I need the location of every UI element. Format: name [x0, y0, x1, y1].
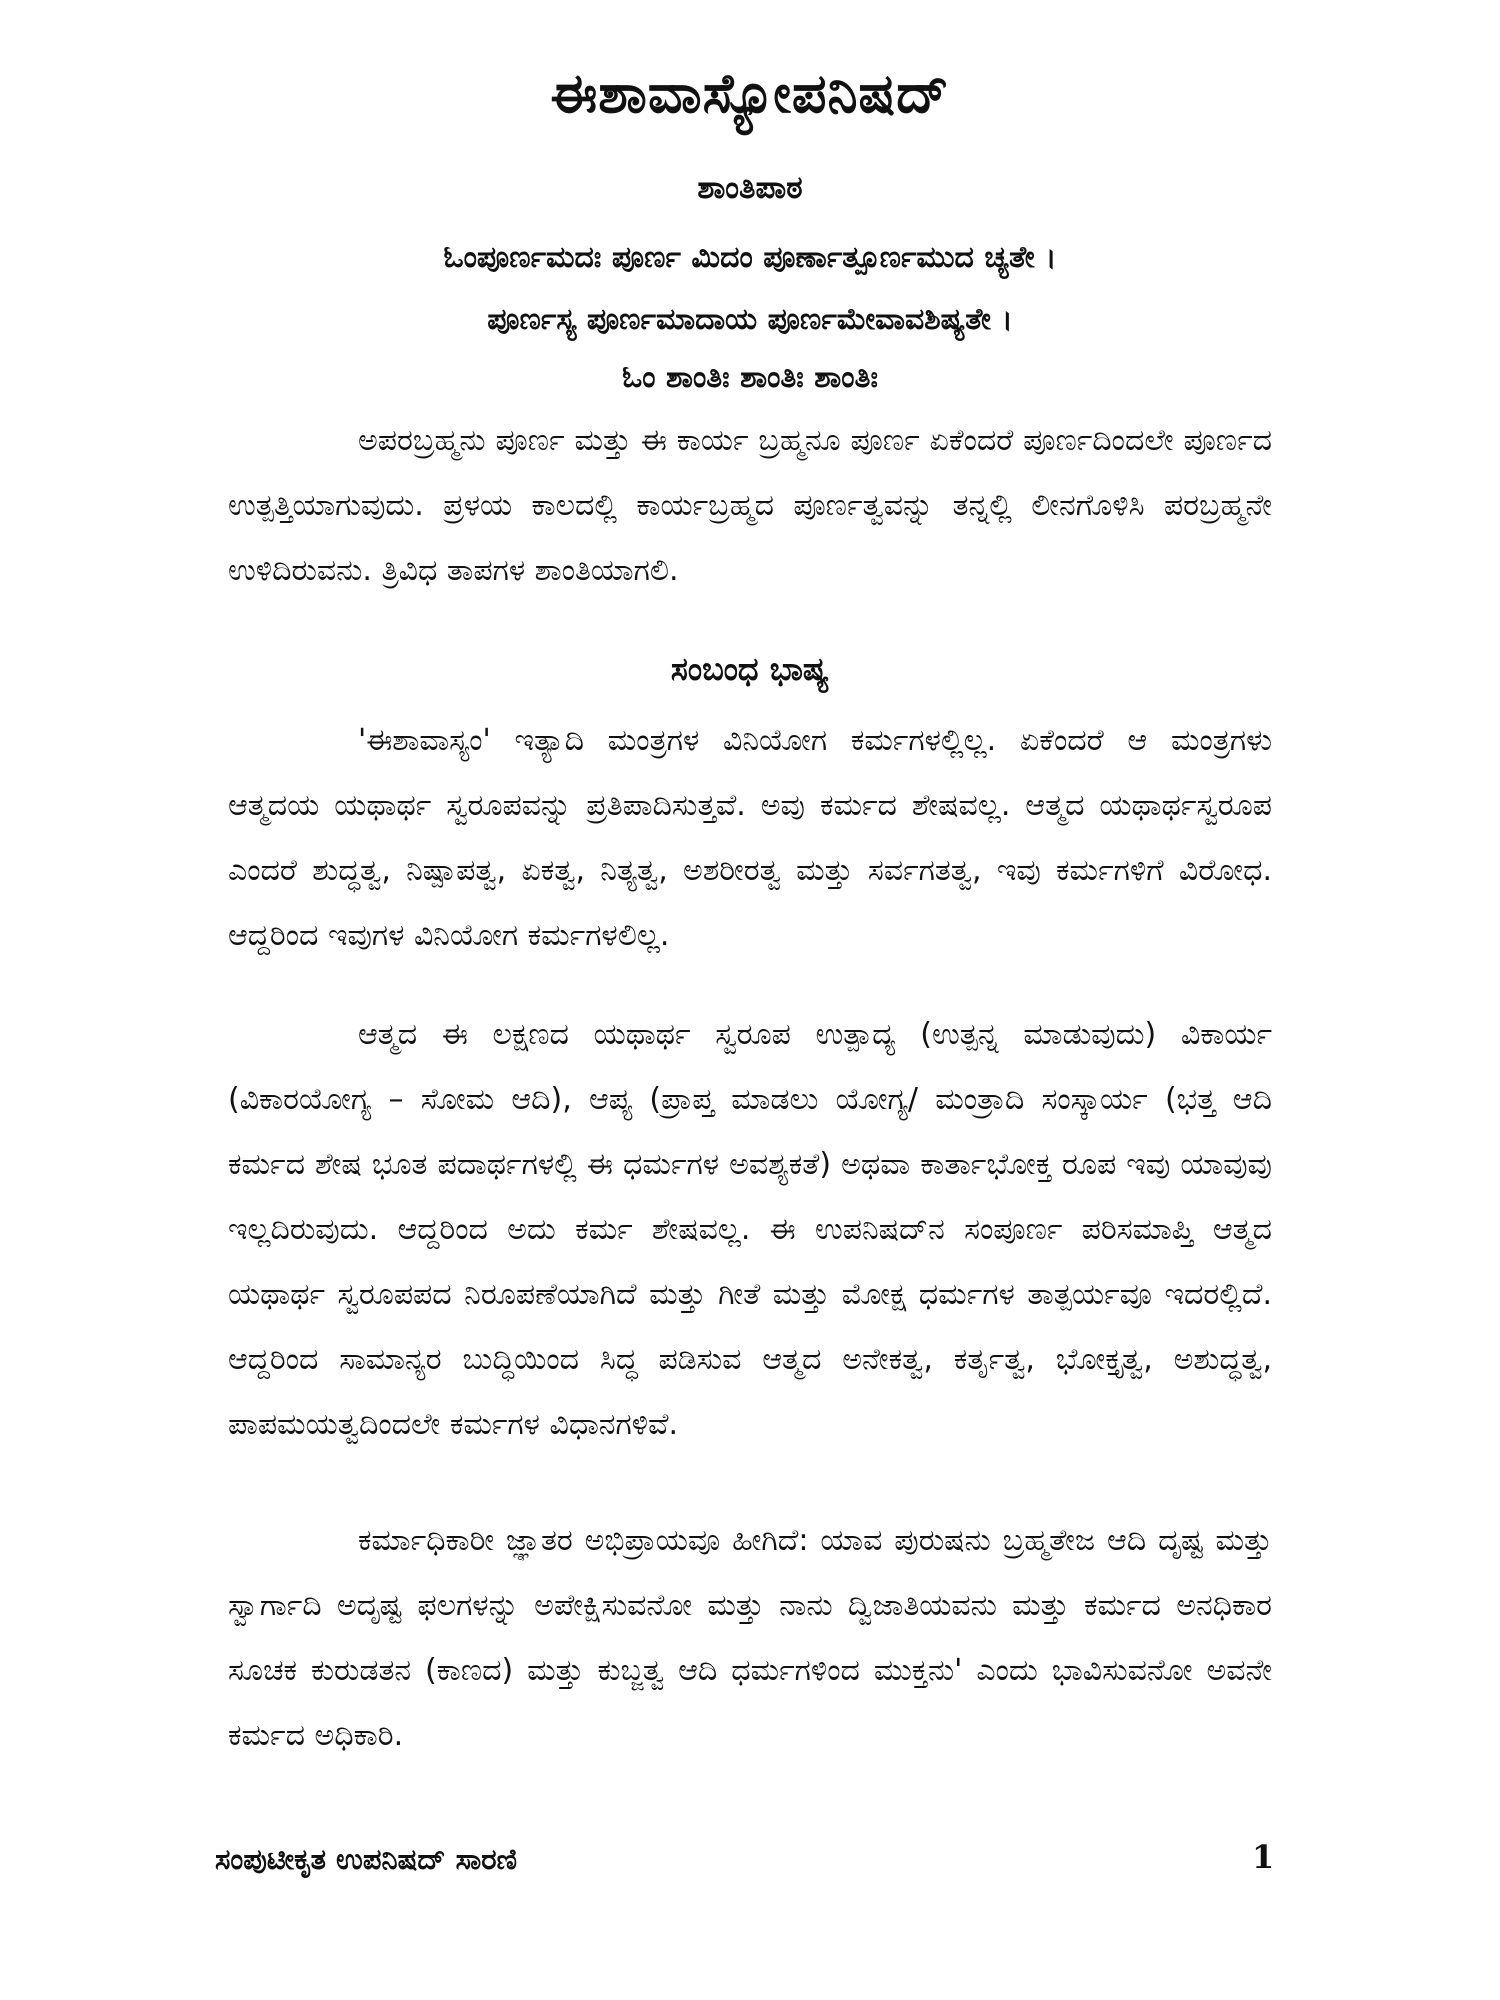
verse-line-3: ಓಂ ಶಾಂತಿಃ ಶಾಂತಿಃ ಶಾಂತಿಃ [622, 360, 878, 395]
document-title: ಈಶಾವಾಸ್ಯೋಪನಿಷದ್ [550, 62, 950, 125]
paragraph-3: ಆತ್ಮದ ಈ ಲಕ್ಷಣದ ಯಥಾರ್ಥ ಸ್ವರೂಪ ಉತ್ಪಾದ್ಯ (ಉತ್ಪನ್ನ ಮಾಡುವುದು) ವಿಕಾರ್ಯ (ವಿಕಾರಯೋಗ್ಯ – ಸೋಮ ಆದಿ), ಆಪ್ಯ (ಪ್ರಾಪ್ತ ಮಾಡಲು ಯೋಗ್ಯ/ ಮಂತ್ರಾದಿ ಸಂಸ್ಕಾರ್ಯ (ಭತ್ತ ಆದಿ ಕರ್ಮದ ಶೇಷ ಭೂತ ಪದಾರ್ಥಗಳಲ್ಲಿ ಈ ಧರ್ಮಗಳ ಅವಶ್ಯಕತೆ) ಅಥವಾ ಕಾರ್ತಾಭೋಕ್ತ ರೂಪ ಇವು ಯಾವುವು ಇಲ್ಲದಿರುವುದು. ಆದ್ದರಿಂದ ಅದು ಕರ್ಮ ಶೇಷವಲ್ಲ. ಈ ಉಪನಿಷದ್‌ನ ಸಂಪೂರ್ಣ ಪರಿಸಮಾಪ್ತಿ ಆತ್ಮದ ಯಥಾರ್ಥ ಸ್ವರೂಪಪದ ನಿರೂಪಣೆಯಾಗಿದೆ ಮತ್ತು ಗೀತೆ ಮತ್ತು ಮೋಕ್ಷ ಧರ್ಮಗಳ ತಾತ್ಪರ್ಯವೂ ಇದರಲ್ಲಿದೆ. ಆದ್ದರಿಂದ ಸಾಮಾನ್ಯರ ಬುದ್ಧಿಯಿಂದ ಸಿದ್ಧ ಪಡಿಸುವ ಆತ್ಮದ ಅನೇಕತ್ವ, ಕರ್ತೃತ್ವ, ಭೋಕ್ತೃತ್ವ, ಅಶುದ್ಧತ್ವ, ಪಾಪಮಯತ್ವದಿಂದಲೇ ಕರ್ಮಗಳ ವಿಧಾನಗಳಿವೆ. [228, 1017, 1272, 1442]
paragraph-1: ಅಪರಬ್ರಹ್ಮನು ಪೂರ್ಣ ಮತ್ತು ಈ ಕಾರ್ಯ ಬ್ರಹ್ಮನೂ ಪೂರ್ಣ ಏಕೆಂದರೆ ಪೂರ್ಣದಿಂದಲೇ ಪೂರ್ಣದ ಉತ್ಪತ್ತಿಯಾಗುವುದು. ಪ್ರಳಯ ಕಾಲದಲ್ಲಿ ಕಾರ್ಯಬ್ರಹ್ಮದ ಪೂರ್ಣತ್ವವನ್ನು ತನ್ನಲ್ಲಿ ಲೀನಗೊಳಿಸಿ ಪರಬ್ರಹ್ಮನೇ ಉಳಿದಿರುವನು. ತ್ರಿವಿಧ ತಾಪಗಳ ಶಾಂತಿಯಾಗಲಿ. [228, 423, 1272, 588]
verse-line-1: ಓಂಪೂರ್ಣಮದಃ ಪೂರ್ಣ ಮಿದಂ ಪೂರ್ಣಾತ್ಪೂರ್ಣಮುದ ಚ್ಯತೇ । [443, 240, 1057, 275]
footer-title: ಸಂಪುಟೀಕೃತ ಉಪನಿಷದ್ ಸಾರಣಿ [215, 1842, 518, 1876]
paragraph-2: 'ಈಶಾವಾಸ್ಯಂ' ಇತ್ಯಾದಿ ಮಂತ್ರಗಳ ವಿನಿಯೋಗ ಕರ್ಮಗಳಲ್ಲಿಲ್ಲ. ಏಕೆಂದರೆ ಆ ಮಂತ್ರಗಳು ಆತ್ಮದಯ ಯಥಾರ್ಥ ಸ್ವರೂಪವನ್ನು ಪ್ರತಿಪಾದಿಸುತ್ತವೆ. ಅವು ಕರ್ಮದ ಶೇಷವಲ್ಲ. ಆತ್ಮದ ಯಥಾರ್ಥಸ್ವರೂಪ ಎಂದರೆ ಶುದ್ಧತ್ವ, ನಿಷ್ಪಾಪತ್ವ, ಏಕತ್ವ, ನಿತ್ಯತ್ವ, ಅಶರೀರತ್ವ ಮತ್ತು ಸರ್ವಗತತ್ವ, ಇವು ಕರ್ಮಗಳಿಗೆ ವಿರೋಧ. ಆದ್ದರಿಂದ ಇವುಗಳ ವಿನಿಯೋಗ ಕರ್ಮಗಳಲಿಲ್ಲ. [228, 723, 1272, 953]
shanti-patha-heading: ಶಾಂತಿಪಾಠ [697, 170, 803, 206]
page-number: 1 [1252, 1838, 1275, 1876]
verse-line-2: ಪೂರ್ಣಸ್ಯ ಪೂರ್ಣಮಾದಾಯ ಪೂರ್ಣಮೇವಾವಶಿಷ್ಯತೇ । [487, 302, 1013, 337]
section-heading: ಸಂಬಂಧ ಭಾಷ್ಯ [670, 650, 830, 688]
paragraph-4: ಕರ್ಮಾಧಿಕಾರೀ ಜ್ಞಾತರ ಅಭಿಪ್ರಾಯವೂ ಹೀಗಿದೆ: ಯಾವ ಪುರುಷನು ಬ್ರಹ್ಮತೇಜ ಆದಿ ದೃಷ್ಟ ಮತ್ತು ಸ್ವಾರ್ಗಾದಿ ಅದೃಷ್ಟ ಫಲಗಳನ್ನು ಅಪೇಕ್ಷಿಸುವನೋ ಮತ್ತು ನಾನು ದ್ವಿಜಾತಿಯವನು ಮತ್ತು ಕರ್ಮದ ಅನಧಿಕಾರ ಸೂಚಕ ಕುರುಡತನ (ಕಾಣದ) ಮತ್ತು ಕುಬ್ಜತ್ವ ಆದಿ ಧರ್ಮಗಳಿಂದ ಮುಕ್ತನು' ಎಂದು ಭಾವಿಸುವನೋ ಅವನೇ ಕರ್ಮದ ಅಧಿಕಾರಿ. [228, 1523, 1272, 1753]
